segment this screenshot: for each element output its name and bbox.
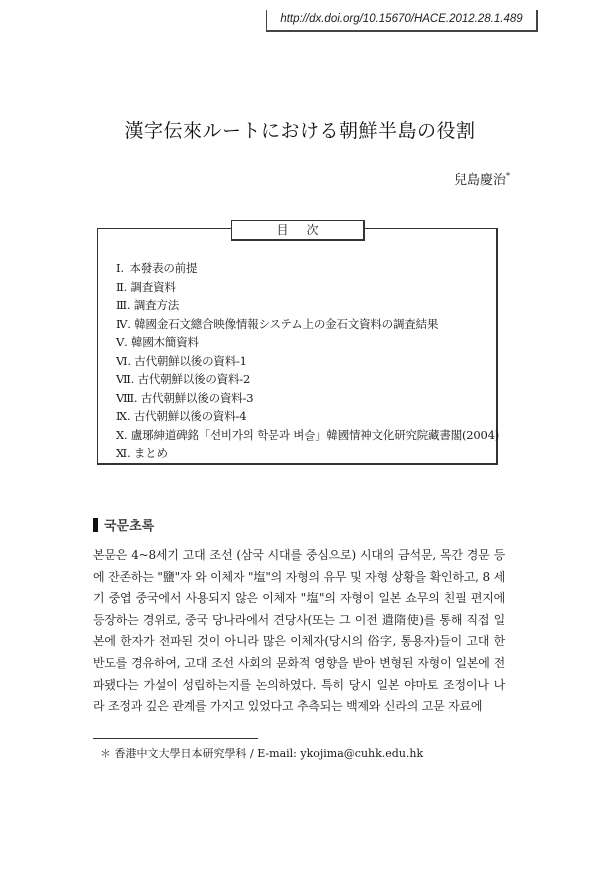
toc-item <box>116 296 499 315</box>
heading-bar-icon <box>93 518 98 532</box>
toc-item <box>116 426 499 445</box>
footnote-divider <box>93 738 258 739</box>
toc-item-number: Ⅲ. <box>116 298 131 312</box>
toc-item-text: 調査資料 <box>130 279 176 294</box>
toc-item-text: 韓國木簡資料 <box>131 335 199 349</box>
toc-item <box>116 315 499 334</box>
toc-item-text: 盧琊紳道碑銘「선비가의 학문과 벼슬」韓國情神文化研究院藏書閣(2004) <box>130 427 500 442</box>
toc-item-number: Ⅴ. <box>116 335 128 349</box>
toc-item-number: Ⅺ. <box>116 446 131 460</box>
author-name-text: 兒島慶治 <box>453 173 506 188</box>
toc-item-text: 古代朝鮮以後の資料-3 <box>140 390 254 405</box>
toc-item-number: Ⅷ. <box>116 390 138 405</box>
toc-item <box>116 352 499 371</box>
author-footnote-mark: * <box>506 171 510 181</box>
paper-title: 漢字伝來ルートにおける朝鮮半島の役割 <box>124 120 476 142</box>
toc-item-number: Ⅱ. <box>116 279 128 294</box>
abstract-heading <box>93 515 154 534</box>
toc-item-number: Ⅸ. <box>116 409 131 423</box>
toc-item <box>116 444 499 463</box>
toc-item-number: Ⅹ. <box>116 427 128 442</box>
toc-item-number: Ⅰ. <box>116 261 124 275</box>
toc-item-number: Ⅶ. <box>116 372 135 386</box>
toc-item <box>116 278 499 297</box>
abstract-heading-text: 국문초록 <box>104 519 155 534</box>
toc-item-text: まとめ <box>133 446 168 460</box>
toc-list <box>116 259 499 463</box>
table-of-contents <box>97 223 500 465</box>
toc-item-text: 古代朝鮮以後の資料-4 <box>133 409 247 423</box>
toc-item-text: 古代朝鮮以後の資料-2 <box>137 372 251 386</box>
toc-item <box>116 389 499 408</box>
author-name <box>454 169 510 188</box>
toc-item-number: Ⅵ. <box>116 353 131 368</box>
abstract-body: 본문은 4~8세기 고대 조선 (삼국 시대를 중심으로) 시대의 금석문, 목간 경문 등에 잔존하는 "鹽"자 와 이체자 "塩"의 자형의 유무 및 자형 상황을 확인하고, 8 세기 중엽 중국에서 사용되지 않은 이체자 "塩"의 자형이 일본 쇼무의 친필 편지에 등장하는 경위로, 중국 당나라에서 견당사(또는 그 이전 遣隋使)를 통해 직접 일본에 한자가 전파된 것이 아니라 많은 이체자(당시의 俗字, 통용자)들이 고대 한반도를 경유하여, 고대 조선 사회의 문화적 영향을 받아 변형된 자형이 일본에 전파됐다는 가설이 성립하는지를 논의하였다. 특히 당시 일본 야마토 조정이나 나라 조정과 깊은 관계를 가지고 있었다고 추측되는 백제와 신라의 고문 자료에 <box>93 548 505 714</box>
toc-heading: 目次 <box>231 220 365 241</box>
toc-item-text: 韓國金石文總合映像情報システム上の金石文資料の調査結果 <box>134 316 439 331</box>
toc-item <box>116 259 499 278</box>
toc-item-text: 調査方法 <box>133 298 180 312</box>
toc-item-number: Ⅳ. <box>116 316 131 331</box>
toc-item-text: 本發表の前提 <box>129 261 198 275</box>
footnote: ＊ 香港中文大學日本研究學科 / E-mail: ykojima@cuhk.edu.hk <box>100 747 424 760</box>
toc-item <box>116 407 499 426</box>
toc-item <box>116 333 499 352</box>
doi-link[interactable]: http://dx.doi.org/10.15670/HACE.2012.28.1.489 <box>266 10 538 32</box>
toc-item <box>116 370 499 389</box>
toc-item-text: 古代朝鮮以後の資料-1 <box>134 353 247 368</box>
